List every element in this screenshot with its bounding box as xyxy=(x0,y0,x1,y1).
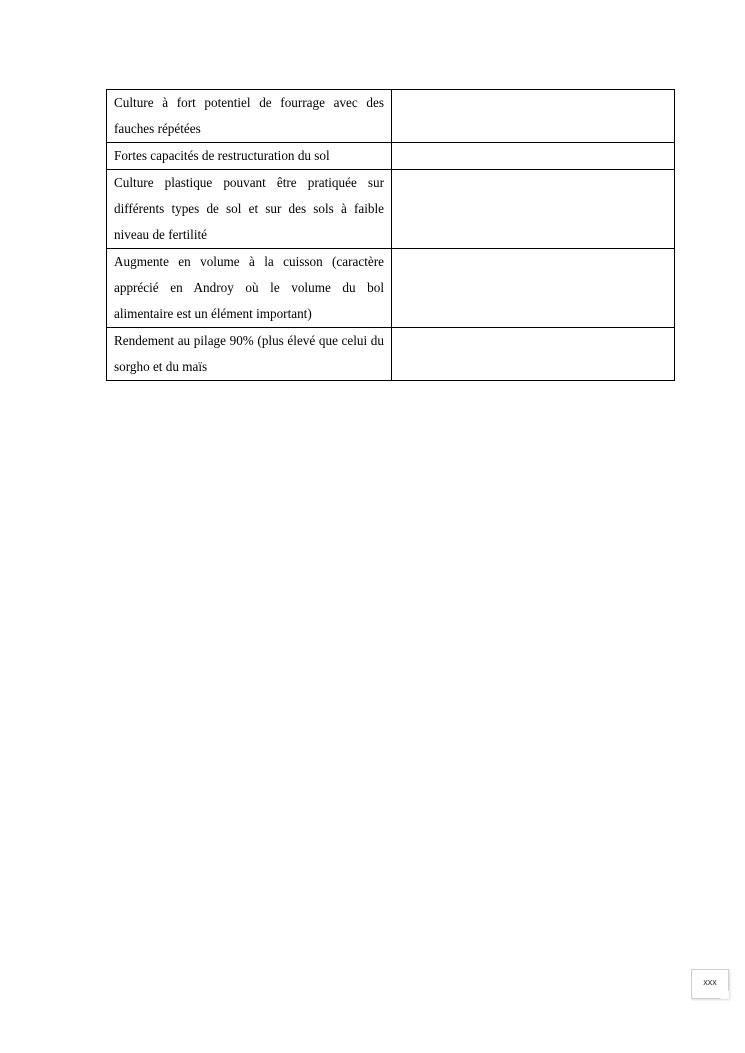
table-cell-description: Augmente en volume à la cuisson (caractère apprécié en Androy où le volume du bol alimentaire est un élément important) xyxy=(107,249,392,328)
table-cell-empty xyxy=(392,328,675,381)
table-row xyxy=(107,90,675,143)
table-cell-empty xyxy=(392,249,675,328)
table-row xyxy=(107,328,675,381)
table-cell-description: Fortes capacités de restructuration du sol xyxy=(107,143,392,170)
characteristics-table xyxy=(106,89,675,381)
page-number-box xyxy=(691,969,729,999)
table-cell-empty xyxy=(392,143,675,170)
table-row xyxy=(107,170,675,249)
table-cell-description: Rendement au pilage 90% (plus élevé que celui du sorgho et du maïs xyxy=(107,328,392,381)
page-number: xxx xyxy=(703,977,717,987)
table-cell-description: Culture plastique pouvant être pratiquée sur différents types de sol et sur des sols à faible niveau de fertilité xyxy=(107,170,392,249)
table-row xyxy=(107,143,675,170)
table-cell-description: Culture à fort potentiel de fourrage avec des fauches répétées xyxy=(107,90,392,143)
page-curl-decoration xyxy=(720,990,729,999)
table-cell-empty xyxy=(392,90,675,143)
table-cell-empty xyxy=(392,170,675,249)
table-row xyxy=(107,249,675,328)
